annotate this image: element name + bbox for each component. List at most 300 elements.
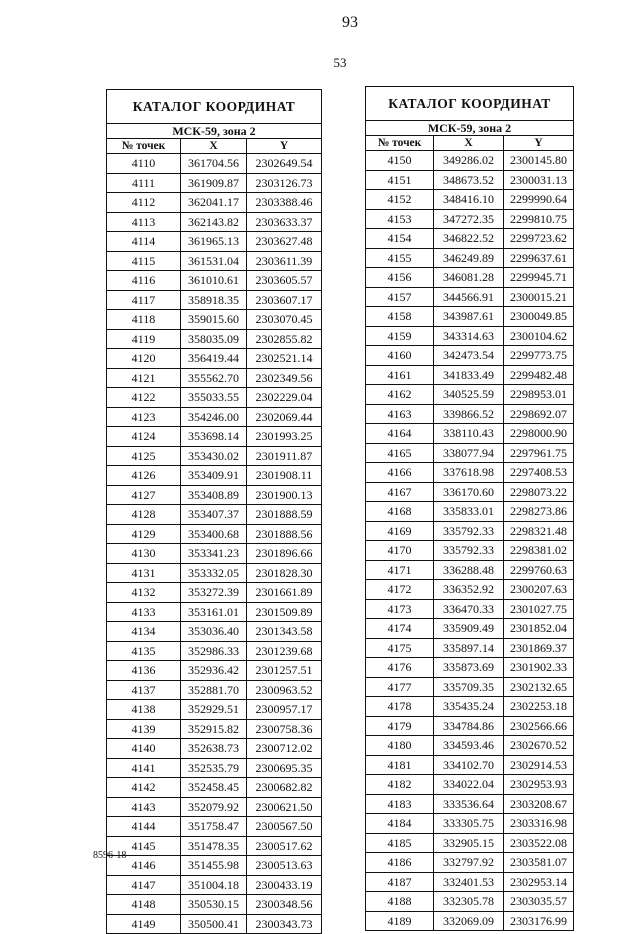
table-row — [366, 151, 574, 171]
cell-x: 346081.28 — [434, 268, 504, 288]
table-row — [107, 466, 322, 486]
cell-y: 2303388.46 — [247, 193, 322, 213]
cell-point-number: 4161 — [366, 365, 434, 385]
header-x: X — [434, 136, 504, 151]
cell-y: 2299990.64 — [504, 190, 574, 210]
table-row — [107, 329, 322, 349]
table-row — [366, 248, 574, 268]
cell-point-number: 4127 — [107, 485, 181, 505]
cell-y: 2301852.04 — [504, 619, 574, 639]
cell-x: 352881.70 — [181, 680, 247, 700]
cell-point-number: 4169 — [366, 521, 434, 541]
cell-point-number: 4167 — [366, 482, 434, 502]
table-row — [107, 544, 322, 564]
table-row — [107, 407, 322, 427]
column-header-row — [107, 139, 322, 154]
cell-point-number: 4176 — [366, 658, 434, 678]
cell-y: 2301900.13 — [247, 485, 322, 505]
catalog-title: КАТАЛОГ КООРДИНАТ — [366, 87, 574, 121]
cell-x: 352535.79 — [181, 758, 247, 778]
table-row — [366, 404, 574, 424]
cell-point-number: 4158 — [366, 307, 434, 327]
cell-x: 333305.75 — [434, 814, 504, 834]
table-row — [107, 602, 322, 622]
cell-point-number: 4189 — [366, 911, 434, 931]
cell-point-number: 4111 — [107, 173, 181, 193]
table-row — [366, 424, 574, 444]
cell-x: 351478.35 — [181, 836, 247, 856]
cell-y: 2303611.39 — [247, 251, 322, 271]
table-row — [366, 794, 574, 814]
cell-point-number: 4130 — [107, 544, 181, 564]
cell-x: 335435.24 — [434, 697, 504, 717]
cell-y: 2301869.37 — [504, 638, 574, 658]
cell-point-number: 4168 — [366, 502, 434, 522]
cell-y: 2299773.75 — [504, 346, 574, 366]
cell-point-number: 4165 — [366, 443, 434, 463]
cell-x: 334102.70 — [434, 755, 504, 775]
table-row — [366, 658, 574, 678]
cell-y: 2303035.57 — [504, 892, 574, 912]
cell-point-number: 4152 — [366, 190, 434, 210]
cell-y: 2301343.58 — [247, 622, 322, 642]
table-row — [366, 716, 574, 736]
table-row — [107, 446, 322, 466]
cell-point-number: 4148 — [107, 895, 181, 915]
cell-y: 2300517.62 — [247, 836, 322, 856]
table-row — [366, 268, 574, 288]
cell-y: 2303633.37 — [247, 212, 322, 232]
zone-row — [107, 124, 322, 139]
cell-x: 332069.09 — [434, 911, 504, 931]
cell-y: 2302349.56 — [247, 368, 322, 388]
cell-y: 2302229.04 — [247, 388, 322, 408]
cell-y: 2300015.21 — [504, 287, 574, 307]
cell-y: 2302914.53 — [504, 755, 574, 775]
table-row — [107, 251, 322, 271]
table-row — [366, 911, 574, 931]
cell-y: 2303581.07 — [504, 853, 574, 873]
cell-x: 332401.53 — [434, 872, 504, 892]
cell-x: 335909.49 — [434, 619, 504, 639]
cell-point-number: 4145 — [107, 836, 181, 856]
cell-x: 351758.47 — [181, 817, 247, 837]
cell-point-number: 4170 — [366, 541, 434, 561]
cell-point-number: 4118 — [107, 310, 181, 330]
cell-y: 2300567.50 — [247, 817, 322, 837]
cell-x: 356419.44 — [181, 349, 247, 369]
cell-x: 362041.17 — [181, 193, 247, 213]
cell-point-number: 4171 — [366, 560, 434, 580]
table-row — [366, 463, 574, 483]
cell-point-number: 4149 — [107, 914, 181, 934]
cell-x: 347272.35 — [434, 209, 504, 229]
table-row — [366, 443, 574, 463]
cell-point-number: 4117 — [107, 290, 181, 310]
cell-x: 344566.91 — [434, 287, 504, 307]
table-row — [107, 563, 322, 583]
cell-x: 353407.37 — [181, 505, 247, 525]
table-row — [107, 349, 322, 369]
cell-point-number: 4146 — [107, 856, 181, 876]
table-row — [107, 193, 322, 213]
cell-y: 2300513.63 — [247, 856, 322, 876]
cell-y: 2300049.85 — [504, 307, 574, 327]
header-y: Y — [504, 136, 574, 151]
cell-y: 2299723.62 — [504, 229, 574, 249]
cell-y: 2298953.01 — [504, 385, 574, 405]
cell-y: 2303607.17 — [247, 290, 322, 310]
cell-x: 335897.14 — [434, 638, 504, 658]
cell-y: 2302566.66 — [504, 716, 574, 736]
cell-x: 338110.43 — [434, 424, 504, 444]
table-row — [366, 580, 574, 600]
table-row — [107, 524, 322, 544]
cell-y: 2301509.89 — [247, 602, 322, 622]
cell-point-number: 4179 — [366, 716, 434, 736]
cell-y: 2300348.56 — [247, 895, 322, 915]
cell-x: 350530.15 — [181, 895, 247, 915]
cell-y: 2300104.62 — [504, 326, 574, 346]
cell-y: 2298381.02 — [504, 541, 574, 561]
table-row — [366, 190, 574, 210]
cell-y: 2300758.36 — [247, 719, 322, 739]
cell-x: 361010.61 — [181, 271, 247, 291]
cell-point-number: 4110 — [107, 154, 181, 174]
table-row — [107, 212, 322, 232]
cell-x: 350500.41 — [181, 914, 247, 934]
cell-y: 2300031.13 — [504, 170, 574, 190]
catalog-title-row — [107, 90, 322, 124]
cell-x: 352458.45 — [181, 778, 247, 798]
cell-point-number: 4132 — [107, 583, 181, 603]
table-row — [366, 697, 574, 717]
cell-x: 352638.73 — [181, 739, 247, 759]
cell-x: 352986.33 — [181, 641, 247, 661]
cell-x: 332905.15 — [434, 833, 504, 853]
cell-y: 2302855.82 — [247, 329, 322, 349]
cell-point-number: 4174 — [366, 619, 434, 639]
catalog-title: КАТАЛОГ КООРДИНАТ — [107, 90, 322, 124]
table-row — [107, 173, 322, 193]
cell-x: 335792.33 — [434, 541, 504, 561]
cell-point-number: 4177 — [366, 677, 434, 697]
cell-x: 352079.92 — [181, 797, 247, 817]
cell-x: 346822.52 — [434, 229, 504, 249]
table-row — [366, 287, 574, 307]
cell-point-number: 4155 — [366, 248, 434, 268]
table-row — [107, 895, 322, 915]
cell-point-number: 4164 — [366, 424, 434, 444]
cell-x: 361909.87 — [181, 173, 247, 193]
cell-x: 337618.98 — [434, 463, 504, 483]
cell-x: 359015.60 — [181, 310, 247, 330]
table-row — [366, 229, 574, 249]
cell-point-number: 4136 — [107, 661, 181, 681]
table-row — [107, 622, 322, 642]
cell-x: 348416.10 — [434, 190, 504, 210]
cell-point-number: 4172 — [366, 580, 434, 600]
table-row — [107, 797, 322, 817]
cell-x: 361965.13 — [181, 232, 247, 252]
table-row — [366, 775, 574, 795]
cell-point-number: 4181 — [366, 755, 434, 775]
cell-x: 361704.56 — [181, 154, 247, 174]
cell-y: 2299482.48 — [504, 365, 574, 385]
cell-point-number: 4140 — [107, 739, 181, 759]
cell-y: 2301828.30 — [247, 563, 322, 583]
cell-x: 353430.02 — [181, 446, 247, 466]
cell-point-number: 4185 — [366, 833, 434, 853]
cell-y: 2302953.14 — [504, 872, 574, 892]
cell-point-number: 4150 — [366, 151, 434, 171]
cell-x: 358918.35 — [181, 290, 247, 310]
sub-page-number: 53 — [333, 55, 347, 70]
cell-point-number: 4131 — [107, 563, 181, 583]
cell-y: 2300433.19 — [247, 875, 322, 895]
cell-y: 2303126.73 — [247, 173, 322, 193]
cell-x: 353341.23 — [181, 544, 247, 564]
cell-y: 2301257.51 — [247, 661, 322, 681]
cell-point-number: 4153 — [366, 209, 434, 229]
cell-y: 2303316.98 — [504, 814, 574, 834]
table-row — [366, 346, 574, 366]
cell-point-number: 4143 — [107, 797, 181, 817]
cell-point-number: 4159 — [366, 326, 434, 346]
table-row — [366, 755, 574, 775]
cell-point-number: 4121 — [107, 368, 181, 388]
cell-y: 2298692.07 — [504, 404, 574, 424]
cell-y: 2302953.93 — [504, 775, 574, 795]
cell-point-number: 4123 — [107, 407, 181, 427]
cell-point-number: 4124 — [107, 427, 181, 447]
table-row — [366, 209, 574, 229]
page-number: 93 — [342, 14, 358, 31]
cell-point-number: 4147 — [107, 875, 181, 895]
cell-point-number: 4114 — [107, 232, 181, 252]
cell-point-number: 4173 — [366, 599, 434, 619]
table-row — [366, 853, 574, 873]
cell-x: 348673.52 — [434, 170, 504, 190]
cell-y: 2301908.11 — [247, 466, 322, 486]
cell-x: 335833.01 — [434, 502, 504, 522]
cell-x: 351455.98 — [181, 856, 247, 876]
table-row — [107, 427, 322, 447]
cell-x: 352929.51 — [181, 700, 247, 720]
cell-x: 335792.33 — [434, 521, 504, 541]
table-row — [366, 892, 574, 912]
cell-point-number: 4126 — [107, 466, 181, 486]
cell-y: 2299637.61 — [504, 248, 574, 268]
cell-y: 2302069.44 — [247, 407, 322, 427]
cell-x: 339866.52 — [434, 404, 504, 424]
cell-y: 2300145.80 — [504, 151, 574, 171]
table-row — [366, 619, 574, 639]
cell-x: 351004.18 — [181, 875, 247, 895]
cell-y: 2301911.87 — [247, 446, 322, 466]
cell-point-number: 4137 — [107, 680, 181, 700]
cell-point-number: 4119 — [107, 329, 181, 349]
cell-y: 2301888.56 — [247, 524, 322, 544]
cell-x: 336170.60 — [434, 482, 504, 502]
cell-x: 332305.78 — [434, 892, 504, 912]
cell-point-number: 4186 — [366, 853, 434, 873]
table-row — [107, 817, 322, 837]
cell-x: 362143.82 — [181, 212, 247, 232]
table-row — [107, 739, 322, 759]
table-row — [366, 521, 574, 541]
cell-y: 2303070.45 — [247, 310, 322, 330]
cell-x: 353036.40 — [181, 622, 247, 642]
cell-point-number: 4178 — [366, 697, 434, 717]
cell-x: 338077.94 — [434, 443, 504, 463]
cell-point-number: 4151 — [366, 170, 434, 190]
cell-y: 2298273.86 — [504, 502, 574, 522]
cell-x: 353408.89 — [181, 485, 247, 505]
table-row — [366, 502, 574, 522]
cell-y: 2299760.63 — [504, 560, 574, 580]
cell-x: 333536.64 — [434, 794, 504, 814]
cell-point-number: 4157 — [366, 287, 434, 307]
cell-point-number: 4160 — [366, 346, 434, 366]
cell-x: 335873.69 — [434, 658, 504, 678]
cell-point-number: 4141 — [107, 758, 181, 778]
cell-point-number: 4139 — [107, 719, 181, 739]
table-row — [366, 833, 574, 853]
cell-x: 353698.14 — [181, 427, 247, 447]
cell-y: 2301661.89 — [247, 583, 322, 603]
table-row — [107, 856, 322, 876]
cell-x: 352936.42 — [181, 661, 247, 681]
cell-point-number: 4112 — [107, 193, 181, 213]
cell-y: 2300695.35 — [247, 758, 322, 778]
cell-y: 2300712.02 — [247, 739, 322, 759]
cell-point-number: 4138 — [107, 700, 181, 720]
cell-x: 355033.55 — [181, 388, 247, 408]
table-row — [107, 680, 322, 700]
table-row — [107, 310, 322, 330]
table-row — [107, 154, 322, 174]
cell-point-number: 4142 — [107, 778, 181, 798]
table-row — [107, 232, 322, 252]
cell-point-number: 4163 — [366, 404, 434, 424]
cell-y: 2302132.65 — [504, 677, 574, 697]
cell-point-number: 4182 — [366, 775, 434, 795]
table-row — [107, 758, 322, 778]
cell-point-number: 4183 — [366, 794, 434, 814]
header-point-number: № точек — [107, 139, 181, 154]
cell-x: 346249.89 — [434, 248, 504, 268]
cell-x: 342473.54 — [434, 346, 504, 366]
cell-point-number: 4122 — [107, 388, 181, 408]
cell-point-number: 4175 — [366, 638, 434, 658]
cell-x: 334593.46 — [434, 736, 504, 756]
cell-point-number: 4166 — [366, 463, 434, 483]
cell-y: 2298073.22 — [504, 482, 574, 502]
cell-y: 2301993.25 — [247, 427, 322, 447]
cell-x: 334022.04 — [434, 775, 504, 795]
cell-x: 352915.82 — [181, 719, 247, 739]
table-row — [107, 778, 322, 798]
table-row — [107, 836, 322, 856]
cell-point-number: 4154 — [366, 229, 434, 249]
cell-y: 2303522.08 — [504, 833, 574, 853]
cell-x: 361531.04 — [181, 251, 247, 271]
table-row — [366, 872, 574, 892]
cell-y: 2298321.48 — [504, 521, 574, 541]
cell-point-number: 4162 — [366, 385, 434, 405]
cell-point-number: 4144 — [107, 817, 181, 837]
cell-point-number: 4135 — [107, 641, 181, 661]
cell-x: 358035.09 — [181, 329, 247, 349]
coordinate-catalog-table-left — [106, 89, 322, 934]
cell-x: 334784.86 — [434, 716, 504, 736]
table-row — [107, 641, 322, 661]
cell-point-number: 4115 — [107, 251, 181, 271]
cell-y: 2300682.82 — [247, 778, 322, 798]
cell-y: 2302253.18 — [504, 697, 574, 717]
cell-point-number: 4120 — [107, 349, 181, 369]
zone-row — [366, 121, 574, 136]
cell-y: 2300343.73 — [247, 914, 322, 934]
cell-y: 2300957.17 — [247, 700, 322, 720]
cell-x: 353332.05 — [181, 563, 247, 583]
cell-x: 353400.68 — [181, 524, 247, 544]
table-row — [366, 677, 574, 697]
cell-y: 2300207.63 — [504, 580, 574, 600]
cell-y: 2299810.75 — [504, 209, 574, 229]
cell-point-number: 4133 — [107, 602, 181, 622]
cell-y: 2297408.53 — [504, 463, 574, 483]
cell-x: 349286.02 — [434, 151, 504, 171]
table-row — [366, 814, 574, 834]
cell-point-number: 4125 — [107, 446, 181, 466]
table-row — [107, 505, 322, 525]
cell-y: 2301896.66 — [247, 544, 322, 564]
cell-y: 2303605.57 — [247, 271, 322, 291]
cell-x: 340525.59 — [434, 385, 504, 405]
document-code: 8596-18 — [93, 850, 127, 861]
table-row — [107, 290, 322, 310]
table-row — [366, 326, 574, 346]
cell-point-number: 4180 — [366, 736, 434, 756]
table-row — [107, 875, 322, 895]
cell-y: 2297961.75 — [504, 443, 574, 463]
cell-y: 2301027.75 — [504, 599, 574, 619]
cell-point-number: 4187 — [366, 872, 434, 892]
cell-point-number: 4156 — [366, 268, 434, 288]
zone-label: МСК-59, зона 2 — [366, 121, 574, 136]
table-row — [107, 368, 322, 388]
cell-x: 353409.91 — [181, 466, 247, 486]
cell-y: 2302649.54 — [247, 154, 322, 174]
zone-label: МСК-59, зона 2 — [107, 124, 322, 139]
cell-point-number: 4129 — [107, 524, 181, 544]
cell-x: 336470.33 — [434, 599, 504, 619]
cell-y: 2301902.33 — [504, 658, 574, 678]
table-row — [107, 700, 322, 720]
cell-x: 343314.63 — [434, 326, 504, 346]
cell-point-number: 4113 — [107, 212, 181, 232]
cell-x: 336288.48 — [434, 560, 504, 580]
catalog-title-row — [366, 87, 574, 121]
cell-y: 2303627.48 — [247, 232, 322, 252]
cell-y: 2301888.59 — [247, 505, 322, 525]
table-row — [366, 638, 574, 658]
cell-x: 335709.35 — [434, 677, 504, 697]
cell-x: 354246.00 — [181, 407, 247, 427]
cell-y: 2303176.99 — [504, 911, 574, 931]
